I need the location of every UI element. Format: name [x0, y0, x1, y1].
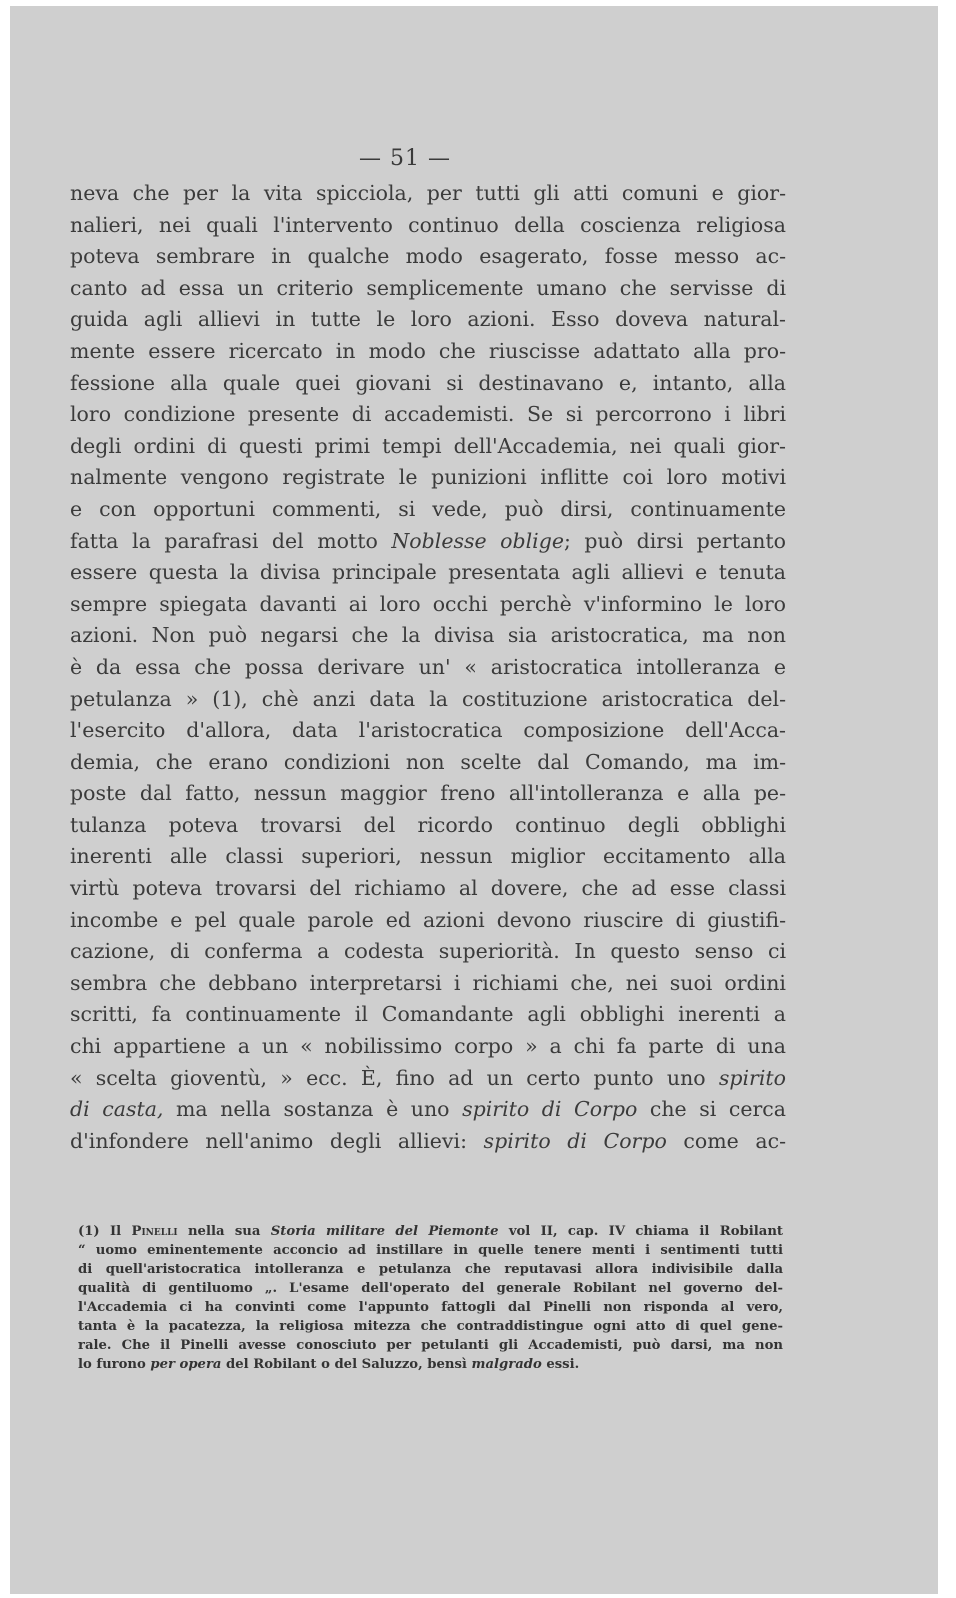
text-run: « scelta gioventù, » ecc. È, fino ad un certo punto uno	[70, 1065, 719, 1090]
text-line: cazione, di conferma a codesta superiorità. In questo senso ci	[70, 939, 786, 964]
text-line	[70, 1094, 786, 1126]
italic-text: Storia militare del Piemonte	[270, 1224, 499, 1239]
text-run: (1) Il	[78, 1224, 132, 1239]
text-line: inerenti alle classi superiori, nessun miglior eccitamento alla	[70, 844, 786, 869]
text-line: l'esercito d'allora, data l'aristocratica composizione dell'Acca-	[70, 718, 786, 743]
scan-border-right	[938, 0, 956, 1598]
text-line: mente essere ricercato in modo che riuscisse adattato alla pro-	[70, 338, 786, 363]
text-line	[70, 1063, 786, 1095]
text-line: virtù poteva trovarsi del richiamo al dovere, che ad esse classi	[70, 876, 786, 901]
italic-text: di casta,	[70, 1097, 164, 1122]
text-run: d'infondere nell'animo degli allievi:	[70, 1128, 484, 1153]
text-line: tulanza poteva trovarsi del ricordo continuo degli obblighi	[70, 812, 786, 837]
text-line: demia, che erano condizioni non scelte dal Comando, ma im-	[70, 749, 786, 774]
text-line: chi appartiene a un « nobilissimo corpo » a chi fa parte di una	[70, 1034, 786, 1059]
text-run: del Robilant o del Saluzzo, bensì	[221, 1357, 472, 1372]
text-line: poteva sembrare in qualche modo esagerato, fosse messo ac-	[70, 244, 786, 269]
text-line: sembra che debbano interpretarsi i richiami che, nei suoi ordini	[70, 970, 786, 995]
page-number: — 51 —	[359, 146, 451, 171]
footnote-line: rale. Che il Pinelli avesse conosciuto per petulanti gli Accademisti, può darsi, ma non	[78, 1338, 783, 1353]
text-line: petulanza » (1), chè anzi data la costituzione aristocratica del-	[70, 686, 786, 711]
text-line: incombe e pel quale parole ed azioni devono riuscire di giustifi-	[70, 907, 786, 932]
italic-text: spirito	[718, 1065, 786, 1090]
text-line: scritti, fa continuamente il Comandante agli obblighi inerenti a	[70, 1002, 786, 1027]
text-line: fessione alla quale quei giovani si destinavano e, intanto, alla	[70, 370, 786, 395]
italic-text: spirito di Corpo	[483, 1128, 667, 1153]
text-line: neva che per la vita spicciola, per tutti gli atti comuni e gior-	[70, 181, 786, 205]
italic-text: spirito di Corpo	[462, 1097, 638, 1122]
text-line: azioni. Non può negarsi che la divisa sia aristocratica, ma non	[70, 623, 786, 648]
text-run: come ac-	[666, 1128, 786, 1153]
text-run: che si cerca	[637, 1097, 786, 1122]
text-run: lo furono	[78, 1357, 151, 1372]
text-line: canto ad essa un criterio semplicemente umano che servisse di	[70, 275, 786, 300]
footnote-line: di quell'aristocratica intolleranza e petulanza che reputavasi allora indivisibile dalla	[78, 1262, 783, 1277]
text-run: ma nella sostanza è uno	[163, 1097, 463, 1122]
text-line: nalmente vengono registrate le punizioni inflitte coi loro motivi	[70, 465, 786, 490]
text-line: guida agli allievi in tutte le loro azioni. Esso doveva natural-	[70, 307, 786, 332]
text-line: nalieri, nei quali l'intervento continuo della coscienza religiosa	[70, 212, 786, 237]
footnote-line: qualità di gentiluomo „. L'esame dell'operato del generale Robilant nel governo del-	[78, 1281, 783, 1296]
text-run: vol II, cap. IV chiama il Robilant	[498, 1224, 784, 1239]
text-line: poste dal fatto, nessun maggior freno all'intolleranza e alla pe-	[70, 781, 786, 806]
text-line: degli ordini di questi primi tempi dell'Accademia, nei quali gior-	[70, 433, 786, 458]
text-line: loro condizione presente di accademisti. Se si percorrono i libri	[70, 402, 786, 427]
scan-border-bottom	[0, 1594, 956, 1598]
main-text	[70, 178, 786, 1157]
italic-text: Noblesse oblige	[391, 528, 564, 553]
footnote-line: “ uomo eminentemente acconcio ad instillare in quelle tenere menti i sentimenti tutti	[78, 1243, 783, 1258]
text-run: nella sua	[177, 1224, 271, 1239]
footnote-line: tanta è la pacatezza, la religiosa mitezza che contraddistingue ogni atto di quel gene-	[78, 1319, 783, 1334]
author-name: Pinelli	[131, 1224, 178, 1239]
text-line: è da essa che possa derivare un' « aristocratica intolleranza e	[70, 654, 786, 679]
text-line: sempre spiegata davanti ai loro occhi perchè v'informino le loro	[70, 591, 786, 616]
text-run: ; può dirsi pertanto	[563, 528, 786, 553]
text-run: essi.	[541, 1357, 580, 1372]
italic-text: malgrado	[471, 1357, 542, 1372]
footnote-line	[78, 1222, 783, 1241]
text-line: e con opportuni commenti, si vede, può dirsi, continuamente	[70, 496, 786, 521]
footnote	[78, 1222, 783, 1374]
footnote-line	[78, 1355, 783, 1374]
italic-text: per opera	[150, 1357, 222, 1372]
text-line	[70, 1126, 786, 1158]
text-line: essere questa la divisa principale presentata agli allievi e tenuta	[70, 560, 786, 585]
text-line	[70, 526, 786, 558]
scan-border-left	[0, 0, 10, 1598]
text-run: fatta la parafrasi del motto	[70, 528, 392, 553]
scan-border-top	[0, 0, 956, 6]
footnote-line: l'Accademia ci ha convinti come l'appunto fattogli dal Pinelli non risponda al vero,	[78, 1300, 783, 1315]
